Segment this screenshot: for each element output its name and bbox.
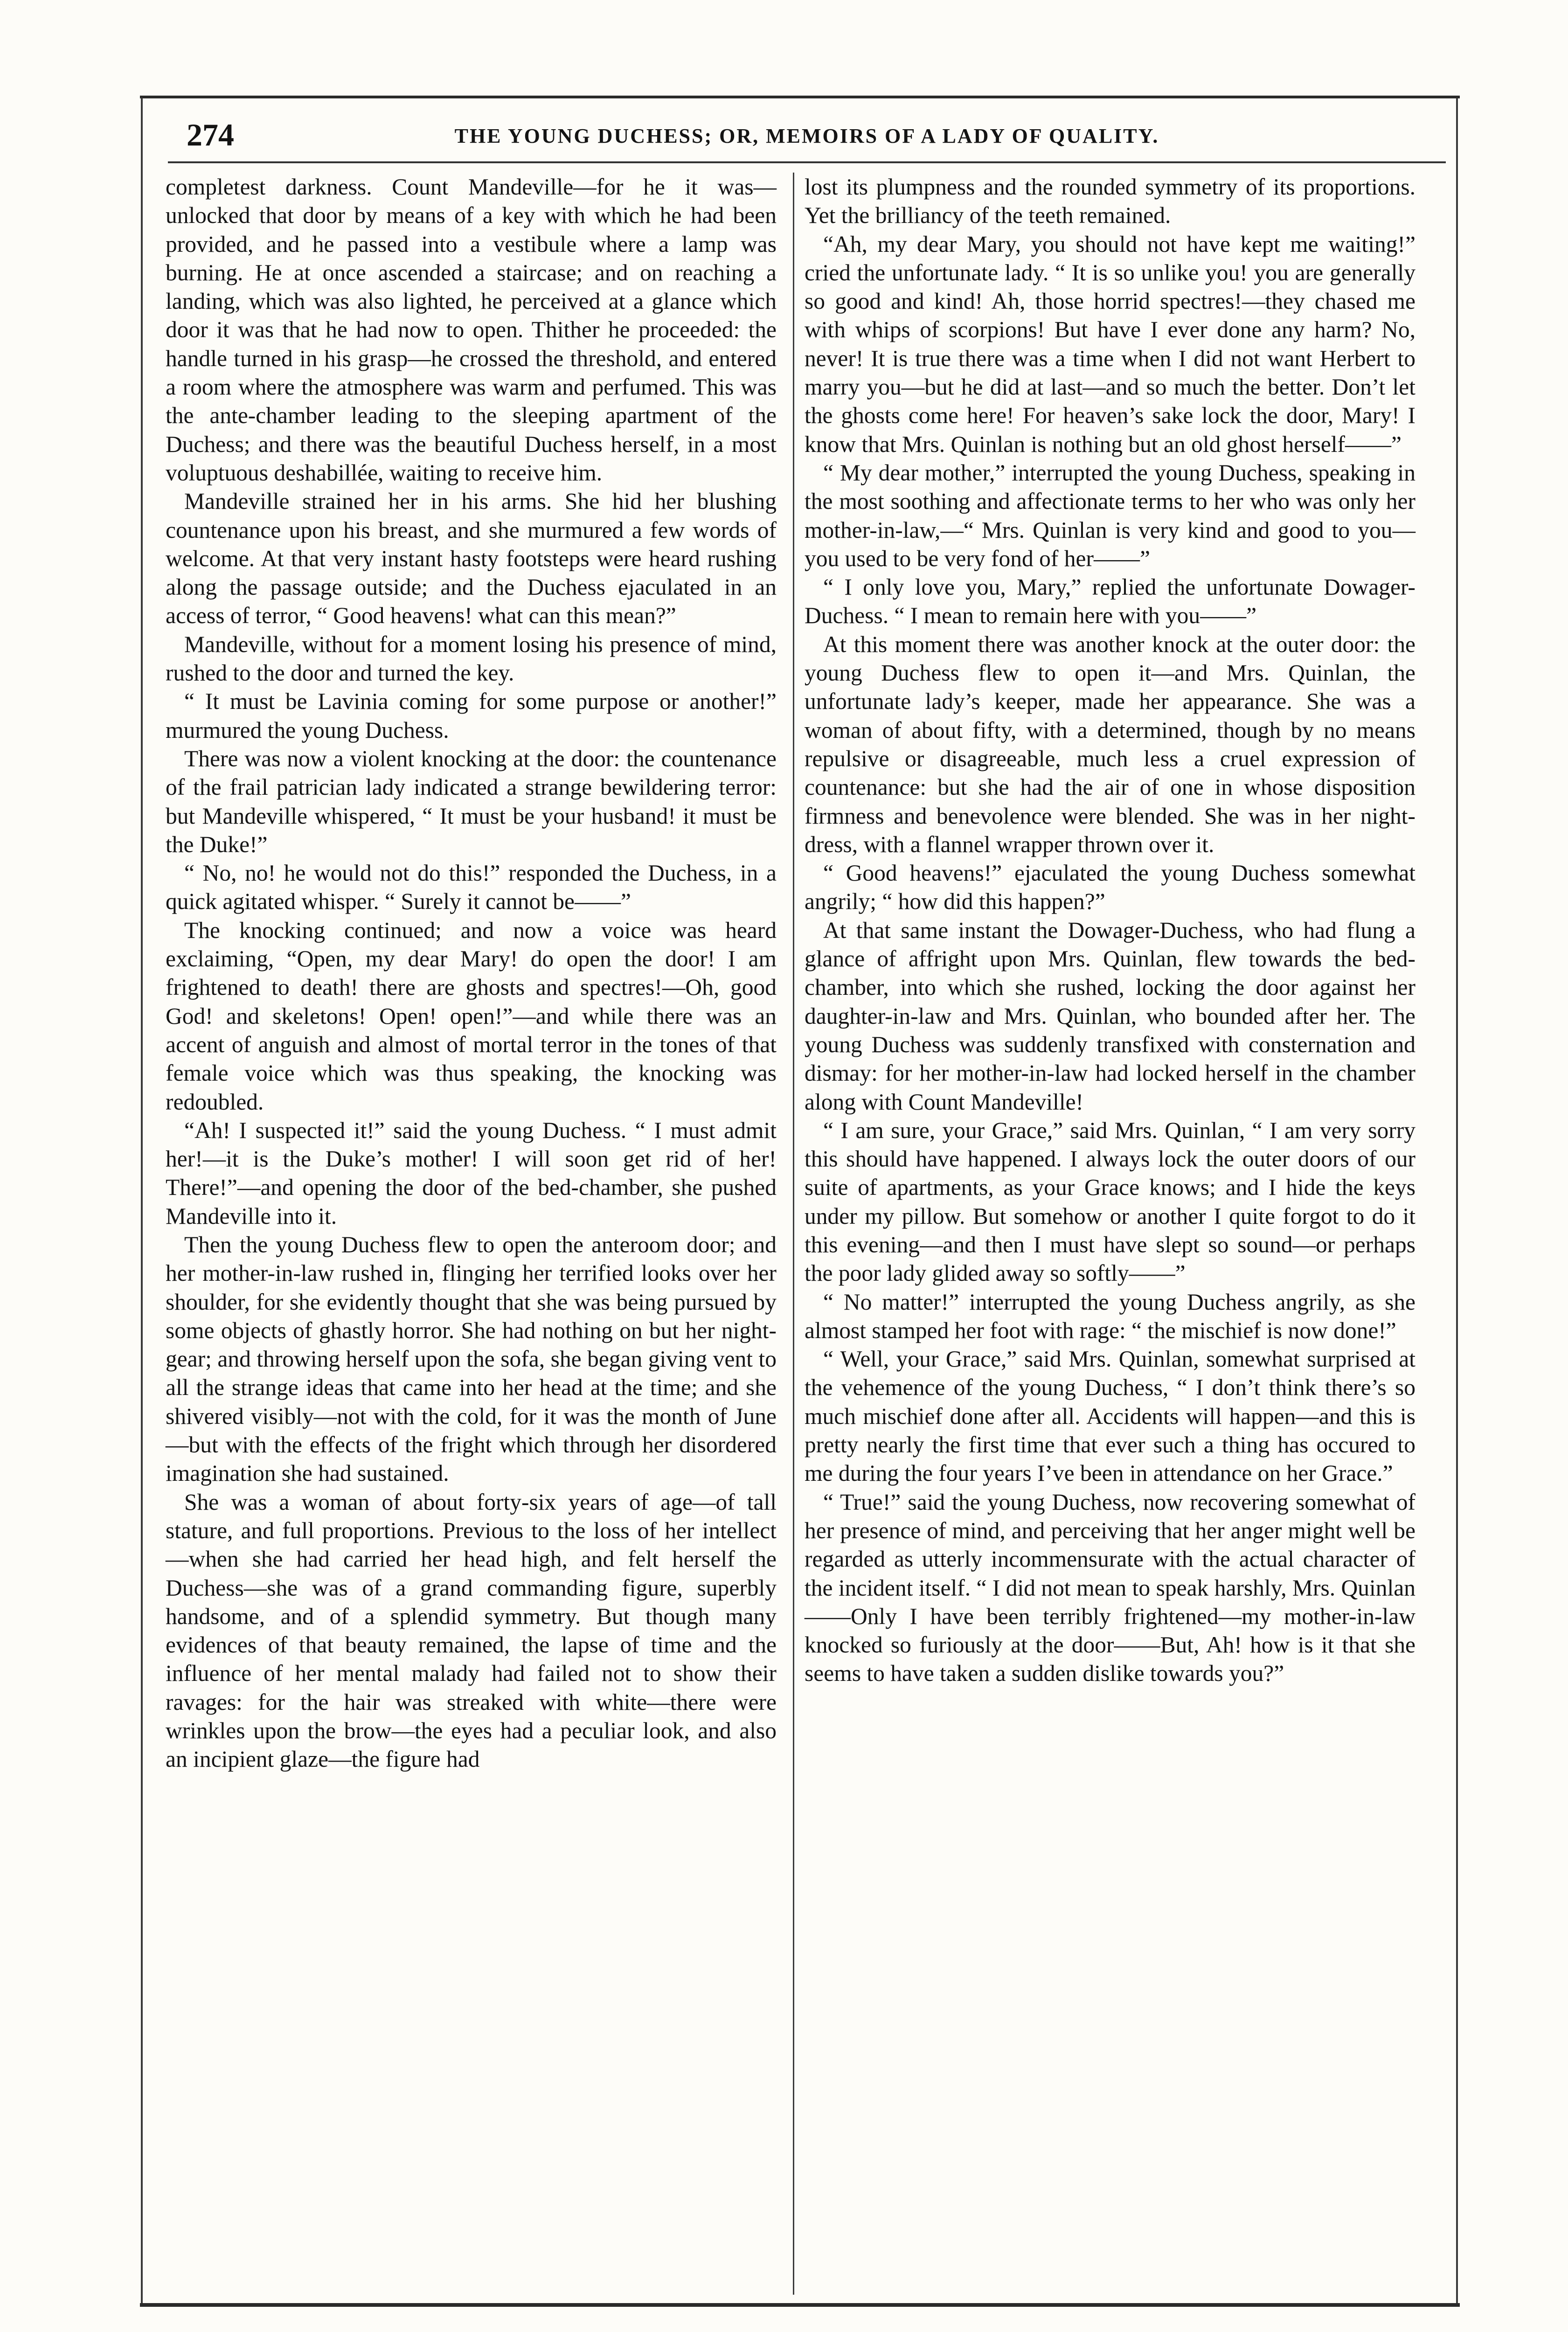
header-rule [168, 161, 1446, 163]
paragraph: “ It must be Lavinia coming for some purpose or another!” murmured the young Duchess. [166, 688, 777, 743]
bottom-border-rule [140, 2303, 1460, 2307]
top-border-rule [140, 96, 1460, 98]
paragraph: “ Well, your Grace,” said Mrs. Quinlan, somewhat surprised at the vehemence of the young Duchess, “ I don’t think there’s so much mischief done after all. Accidents will happen—and this is pretty nearly the first time that ever such a thing has occured to me during the four years I’ve been in attendance on her Grace.” [805, 1346, 1415, 1486]
paragraph: “ True!” said the young Duchess, now recovering somewhat of her presence of mind, and perceiving that her anger might well be regarded as utterly incommensurate with the actual character of the incident itself. “ I did not mean to speak harshly, Mrs. Quinlan——Only I have been terribly frightened—my mother-in-law knocked so furiously at the door——But, Ah! how is it that she seems to have taken a sudden dislike towards you?” [805, 1489, 1415, 1687]
paragraph: “Ah, my dear Mary, you should not have kept me waiting!” cried the unfortunate lady. “ It is so unlike you! you are generally so good and kind! Ah, those horrid spectres!—they chased me with whips of scorpions! But have I ever done any harm? No, never! It is true there was a time when I did not want Herbert to marry you—but he did at last—and so much the better. Don’t let the ghosts come here! For heaven’s sake lock the door, Mary! I know that Mrs. Quinlan is nothing but an old ghost herself——” [805, 231, 1415, 457]
running-title: THE YOUNG DUCHESS; OR, MEMOIRS OF A LADY OF QUALITY. [454, 125, 1159, 147]
paragraph: “ I only love you, Mary,” replied the unfortunate Dowager-Duchess. “ I mean to remain here with you——” [805, 574, 1415, 629]
paragraph: Then the young Duchess flew to open the anteroom door; and her mother-in-law rushed in, flinging her terrified looks over her shoulder, for she evidently thought that she was being pursued by some objects of ghastly horror. She had nothing on but her night-gear; and throwing herself upon the sofa, she began giving vent to all the strange ideas that came into her head at the time; and she shivered visibly—not with the cold, for it was the month of June—but with the effects of the fright which through her disordered imagination she had sustained. [166, 1231, 777, 1486]
column-divider [793, 173, 794, 2295]
paragraph: “ My dear mother,” interrupted the young Duchess, speaking in the most soothing and affectionate terms to her who was only her mother-in-law,—“ Mrs. Quinlan is very kind and good to you—you used to be very fond of her——” [805, 459, 1415, 571]
left-column [166, 173, 777, 2281]
paragraph: There was now a violent knocking at the door: the countenance of the frail patrician lady indicated a strange bewildering terror: but Mandeville whispered, “ It must be your husband! it must be the Duke!” [166, 745, 777, 857]
page-number: 274 [187, 117, 234, 153]
paragraph: Mandeville strained her in his arms. She hid her blushing countenance upon his breast, and she murmured a few words of welcome. At that very instant hasty footsteps were heard rushing along the passage outside; and the Duchess ejaculated in an access of terror, “ Good heavens! what can this mean?” [166, 488, 777, 629]
right-column [805, 173, 1415, 2281]
paragraph: “ I am sure, your Grace,” said Mrs. Quinlan, “ I am very sorry this should have happened. I always lock the outer doors of our suite of apartments, as your Grace knows; and I hide the keys under my pillow. But somehow or another I quite forgot to do it this evening—and then I must have slept so sound—or perhaps the poor lady glided away so softly——” [805, 1117, 1415, 1286]
paragraph: lost its plumpness and the rounded symmetry of its proportions. Yet the brilliancy of the teeth remained. [805, 174, 1415, 229]
paragraph: “Ah! I suspected it!” said the young Duchess. “ I must admit her!—it is the Duke’s mother! I will soon get rid of her! There!”—and opening the door of the bed-chamber, she pushed Mandeville into it. [166, 1117, 777, 1229]
paragraph: She was a woman of about forty-six years of age—of tall stature, and full proportions. Previous to the loss of her intellect—when she had carried her head high, and felt herself the Duchess—she was of a grand commanding figure, superbly handsome, and of a splendid symmetry. But though many evidences of that beauty remained, the lapse of time and the influence of her mental malady had failed not to show their ravages: for the hair was streaked with white—there were wrinkles upon the brow—the eyes had a peculiar look, and also an incipient glaze—the figure had [166, 1489, 777, 1772]
paragraph: At that same instant the Dowager-Duchess, who had flung a glance of affright upon Mrs. Quinlan, flew towards the bed-chamber, into which she rushed, locking the door against her daughter-in-law and Mrs. Quinlan, who bounded after her. The young Duchess was suddenly transfixed with consternation and dismay: for her mother-in-law had locked herself in the chamber along with Count Mandeville! [805, 917, 1415, 1115]
paragraph: At this moment there was another knock at the outer door: the young Duchess flew to open it—and Mrs. Quinlan, the unfortunate lady’s keeper, made her appearance. She was a woman of about fifty, with a determined, though by no means repulsive or disagreeable, much less a cruel expression of countenance: but she had the air of one in whose disposition firmness and benevolence were blended. She was in her night-dress, with a flannel wrapper thrown over it. [805, 631, 1415, 857]
paragraph: Mandeville, without for a moment losing his presence of mind, rushed to the door and turned the key. [166, 631, 777, 686]
paragraph: “ No matter!” interrupted the young Duchess angrily, as she almost stamped her foot with rage: “ the mischief is now done!” [805, 1289, 1415, 1343]
paragraph: completest darkness. Count Mandeville—for he it was—unlocked that door by means of a key with which he had been provided, and he passed into a vestibule where a lamp was burning. He at once ascended a staircase; and on reaching a landing, which was also lighted, he perceived at a glance which door it was that he had now to open. Thither he proceeded: the handle turned in his grasp—he crossed the threshold, and entered a room where the atmosphere was warm and perfumed. This was the ante-chamber leading to the sleeping apartment of the Duchess; and there was the beautiful Duchess herself, in a most voluptuous deshabillée, waiting to receive him. [166, 174, 777, 486]
paragraph: The knocking continued; and now a voice was heard exclaiming, “Open, my dear Mary! do open the door! I am frightened to death! there are ghosts and spectres!—Oh, good God! and skeletons! Open! open!”—and while there was an accent of anguish and almost of mortal terror in the tones of that female voice which was thus speaking, the knocking was redoubled. [166, 917, 777, 1115]
paragraph: “ No, no! he would not do this!” responded the Duchess, in a quick agitated whisper. “ Surely it cannot be——” [166, 860, 777, 915]
paragraph: “ Good heavens!” ejaculated the young Duchess somewhat angrily; “ how did this happen?” [805, 860, 1415, 915]
right-border-rule [1456, 98, 1458, 2304]
left-border-rule [141, 98, 143, 2304]
page-header [168, 117, 1446, 173]
